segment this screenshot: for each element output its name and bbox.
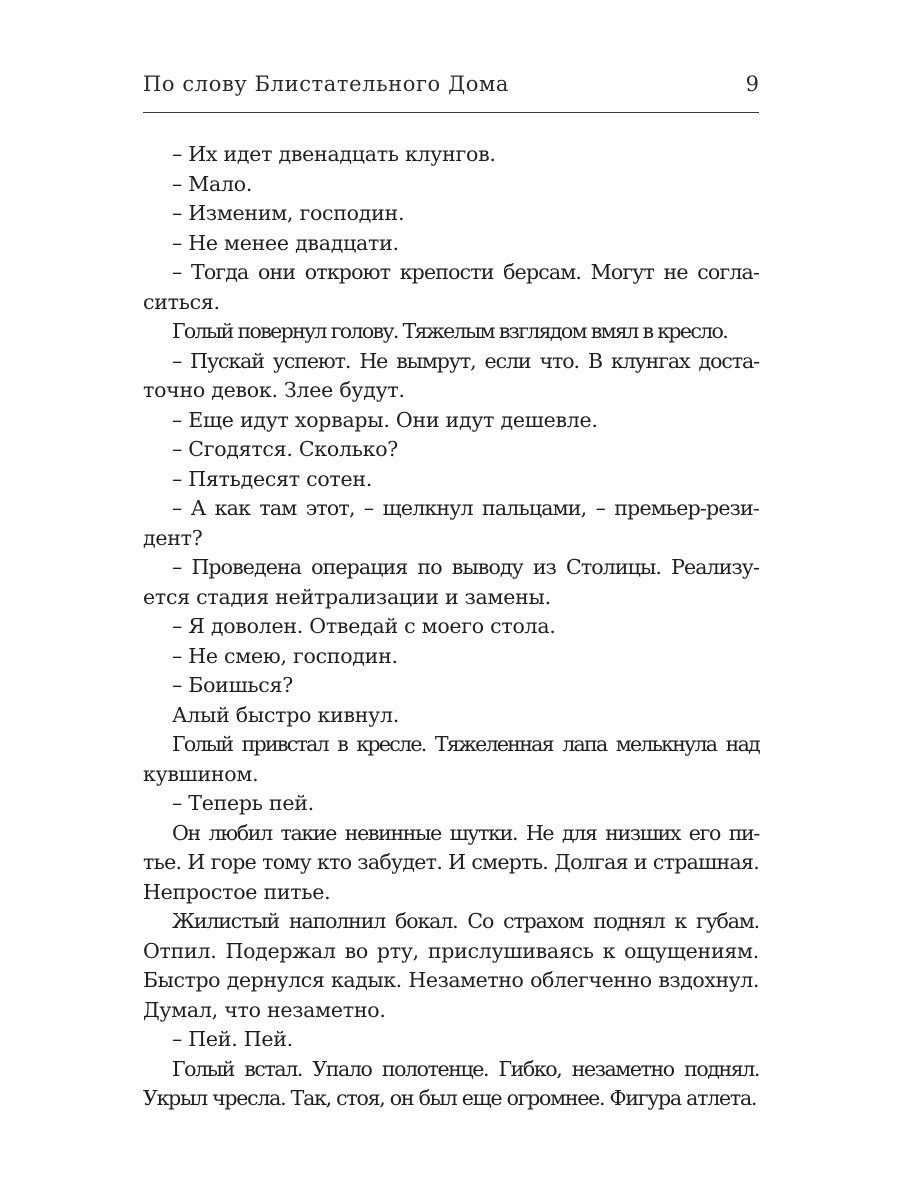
paragraph	[143, 317, 759, 347]
text-line: – Сгодятся. Сколько?	[172, 437, 399, 461]
text-line: – Изменим, господин.	[172, 201, 405, 225]
text-line: ется стадия нейтрализации и замены.	[143, 584, 551, 609]
text-line: – Проведена операция по выводу из Столицы. Реализу-	[172, 555, 759, 579]
paragraph	[143, 907, 759, 1025]
text-line: – Не смею, господин.	[172, 643, 398, 668]
text-line: дент?	[143, 525, 203, 550]
text-line: ситься.	[143, 289, 220, 314]
text-line: – Их идет двенадцать клунгов.	[172, 142, 496, 166]
text-line: кувшином.	[143, 761, 259, 786]
paragraph	[143, 671, 759, 701]
text-line: Думал, что незаметно.	[143, 997, 386, 1022]
running-header	[143, 72, 759, 112]
paragraph	[143, 1025, 759, 1055]
paragraph	[143, 199, 759, 229]
paragraph	[143, 170, 759, 200]
paragraph	[143, 494, 759, 553]
paragraph	[143, 1055, 759, 1114]
text-line: Укрыл чресла. Так, стоя, он был еще огромнее. Фигура атлета.	[143, 1086, 757, 1110]
text-line: – Пускай успеют. Не вымрут, если что. В клунгах доста-	[172, 348, 759, 373]
paragraph	[143, 730, 759, 789]
paragraph	[143, 229, 759, 259]
text-line: Жилистый наполнил бокал. Со страхом поднял к губам.	[172, 909, 759, 933]
paragraph	[143, 789, 759, 819]
paragraph	[143, 406, 759, 436]
text-line: – Пей. Пей.	[172, 1027, 293, 1051]
text-line: – Еще идут хорвары. Они идут дешевле.	[172, 407, 598, 432]
running-title: По слову Блистательного Дома	[143, 72, 510, 96]
text-line: – Не менее двадцати.	[172, 230, 399, 255]
paragraph	[143, 642, 759, 672]
text-line: – Я доволен. Отведай с моего стола.	[172, 614, 556, 638]
text-line: Отпил. Подержал во рту, прислушиваясь к ощущениям.	[143, 938, 759, 963]
body-text	[143, 140, 759, 1114]
paragraph	[143, 465, 759, 495]
paragraph	[143, 819, 759, 908]
text-line: точно девок. Злее будут.	[143, 378, 405, 402]
paragraph	[143, 553, 759, 612]
text-line: Он любил такие невинные шутки. Не для низших его пи-	[172, 820, 759, 845]
text-line: Голый встал. Упало полотенце. Гибко, незаметно поднял.	[172, 1056, 759, 1081]
text-line: Алый быстро кивнул.	[172, 702, 400, 727]
text-line: – Теперь пей.	[172, 791, 314, 815]
paragraph	[143, 258, 759, 317]
page-number: 9	[745, 72, 759, 96]
text-line: – Боишься?	[172, 673, 293, 697]
text-line: – А как там этот, – щелкнул пальцами, – премьер-рези-	[172, 496, 759, 520]
text-line: – Пятьдесят сотен.	[172, 466, 373, 491]
header-rule	[143, 112, 759, 113]
text-line: Голый повернул голову. Тяжелым взглядом вмял в кресло.	[172, 319, 728, 343]
paragraph	[143, 347, 759, 406]
text-line: тье. И горе тому кто забудет. И смерть. Долгая и страшная.	[143, 850, 759, 874]
text-line: Быстро дернулся кадык. Незаметно облегченно вздохнул.	[143, 968, 759, 992]
text-line: Голый привстал в кресле. Тяжеленная лапа мелькнула над	[172, 732, 759, 756]
paragraph	[143, 612, 759, 642]
paragraph	[143, 435, 759, 465]
text-line: – Тогда они откроют крепости берсам. Могут не согла-	[172, 260, 759, 284]
text-line: Непростое питье.	[143, 879, 331, 904]
paragraph	[143, 701, 759, 731]
text-line: – Мало.	[172, 171, 253, 196]
paragraph	[143, 140, 759, 170]
